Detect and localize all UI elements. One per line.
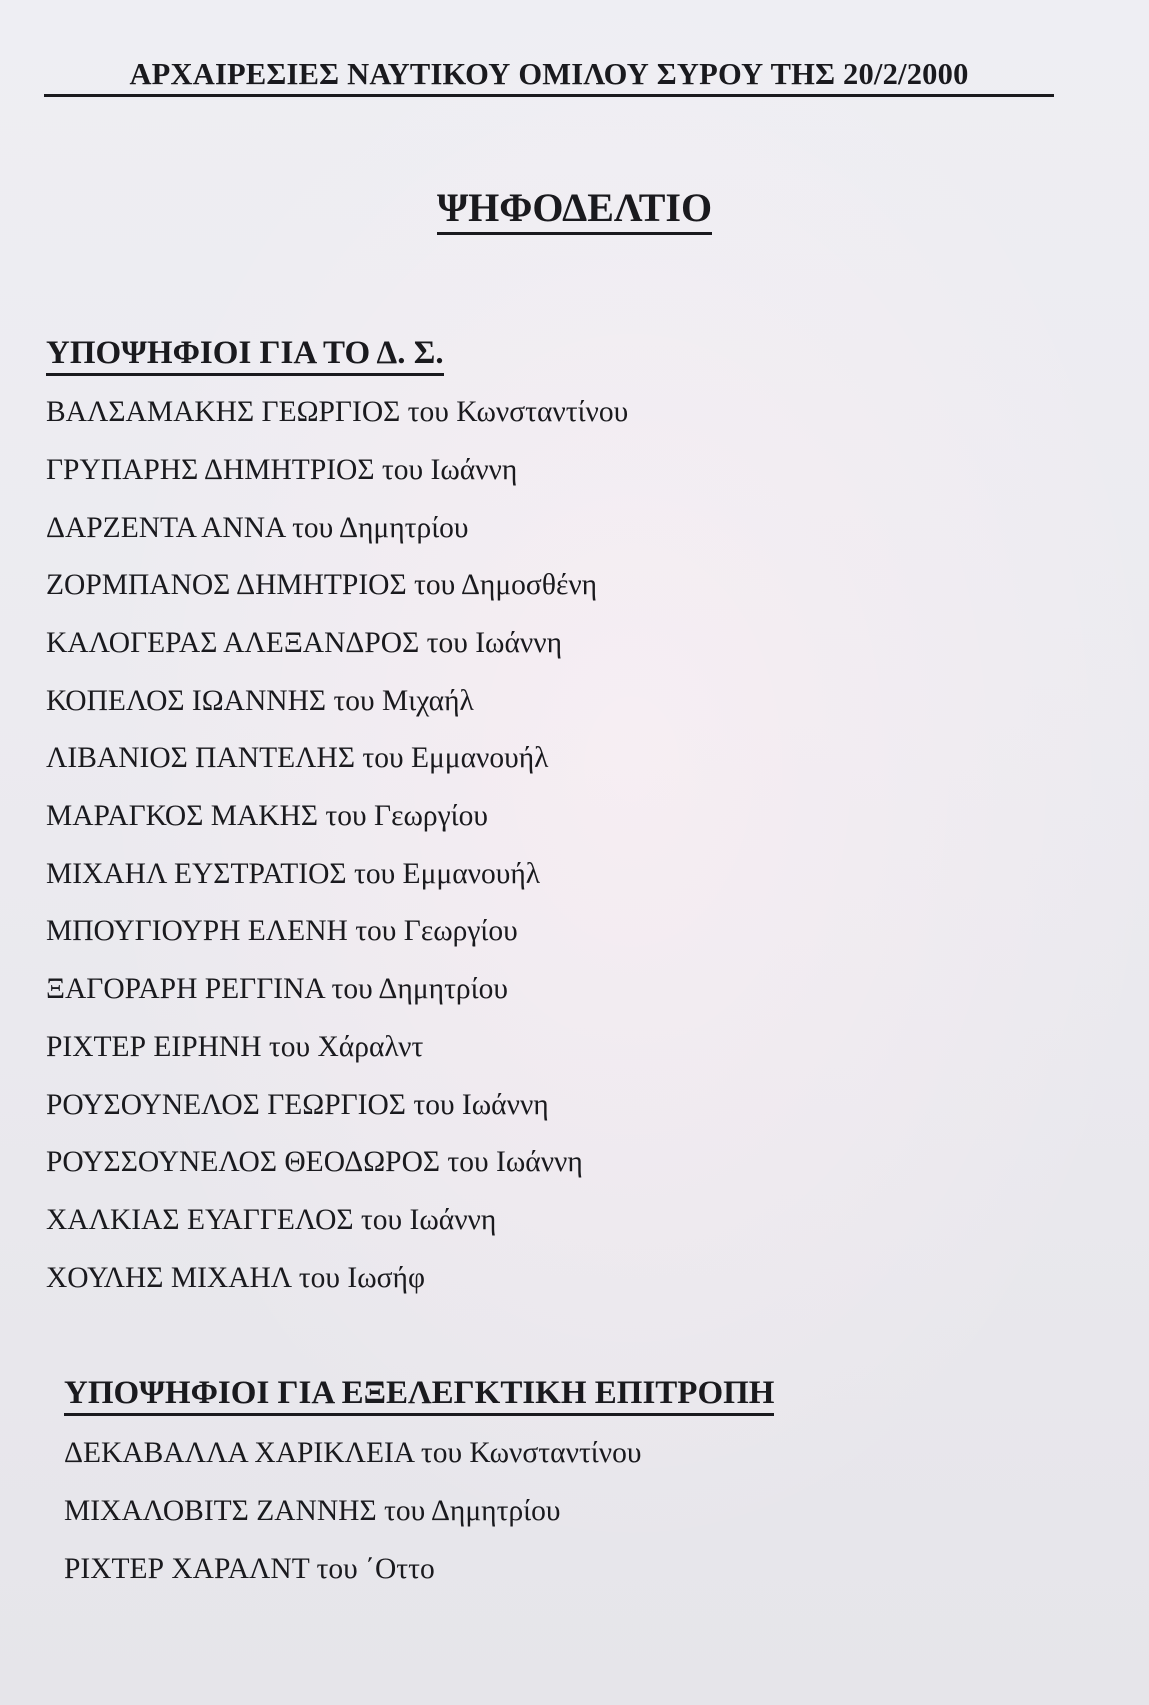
board-candidate: ΓΡΥΠΑΡΗΣ ΔΗΜΗΤΡΙΟΣ του Ιωάννη	[46, 453, 518, 486]
board-candidate: ΛΙΒΑΝΙΟΣ ΠΑΝΤΕΛΗΣ του Εμμανουήλ	[46, 742, 549, 775]
board-candidate: ΖΟΡΜΠΑΝΟΣ ΔΗΜΗΤΡΙΟΣ του Δημοσθένη	[46, 569, 598, 602]
audit-candidates-list	[64, 1424, 774, 1598]
document-title	[0, 186, 1149, 230]
board-candidates-section	[46, 335, 628, 1307]
board-candidates-list	[46, 384, 628, 1307]
board-candidate: ΞΑΓΟΡΑΡΗ ΡΕΓΓΙΝΑ του Δημητρίου	[46, 973, 508, 1006]
board-candidate: ΚΑΛΟΓΕΡΑΣ ΑΛΕΞΑΝΔΡΟΣ του Ιωάννη	[46, 627, 563, 660]
audit-candidate: ΡΙΧΤΕΡ ΧΑΡΑΛΝΤ του ΄Οττο	[64, 1553, 435, 1586]
audit-candidate: ΜΙΧΑΛΟΒΙΤΣ ΖΑΝΝΗΣ του Δημητρίου	[64, 1495, 561, 1528]
audit-committee-section	[64, 1375, 774, 1598]
board-candidate: ΚΟΠΕΛΟΣ ΙΩΑΝΝΗΣ του Μιχαήλ	[46, 684, 474, 717]
audit-section-heading: ΥΠΟΨΗΦΙΟΙ ΓΙΑ ΕΞΕΛΕΓΚΤΙΚΗ ΕΠΙΤΡΟΠΗ	[64, 1375, 774, 1416]
board-candidate: ΜΑΡΑΓΚΟΣ ΜΑΚΗΣ του Γεωργίου	[46, 800, 488, 833]
audit-candidate: ΔΕΚΑΒΑΛΛΑ ΧΑΡΙΚΛΕΙΑ του Κωνσταντίνου	[64, 1437, 642, 1470]
board-candidate: ΡΙΧΤΕΡ ΕΙΡΗΝΗ του Χάραλντ	[46, 1030, 424, 1063]
document-title-text: ΨΗΦΟΔΕΛΤΙΟ	[437, 185, 712, 235]
board-candidate: ΧΑΛΚΙΑΣ ΕΥΑΓΓΕΛΟΣ του Ιωάννη	[46, 1203, 497, 1236]
board-candidate: ΜΠΟΥΓΙΟΥΡΗ ΕΛΕΝΗ του Γεωργίου	[46, 915, 518, 948]
board-candidate: ΧΟΥΛΗΣ ΜΙΧΑΗΛ του Ιωσήφ	[46, 1261, 425, 1294]
board-candidate: ΒΑΛΣΑΜΑΚΗΣ ΓΕΩΡΓΙΟΣ του Κωνσταντίνου	[46, 396, 629, 429]
election-header: ΑΡΧΑΙΡΕΣΙΕΣ ΝΑΥΤΙΚΟΥ ΟΜΙΛΟΥ ΣΥΡΟΥ ΤΗΣ 20/2/2000	[44, 58, 1054, 97]
board-section-heading: ΥΠΟΨΗΦΙΟΙ ΓΙΑ ΤΟ Δ. Σ.	[46, 335, 444, 376]
board-candidate: ΡΟΥΣΟΥΝΕΛΟΣ ΓΕΩΡΓΙΟΣ του Ιωάννη	[46, 1088, 549, 1121]
board-candidate: ΔΑΡΖΕΝΤΑ ΑΝΝΑ του Δημητρίου	[46, 511, 469, 544]
board-candidate: ΜΙΧΑΗΛ ΕΥΣΤΡΑΤΙΟΣ του Εμμανουήλ	[46, 857, 541, 890]
board-candidate: ΡΟΥΣΣΟΥΝΕΛΟΣ ΘΕΟΔΩΡΟΣ του Ιωάννη	[46, 1146, 583, 1179]
